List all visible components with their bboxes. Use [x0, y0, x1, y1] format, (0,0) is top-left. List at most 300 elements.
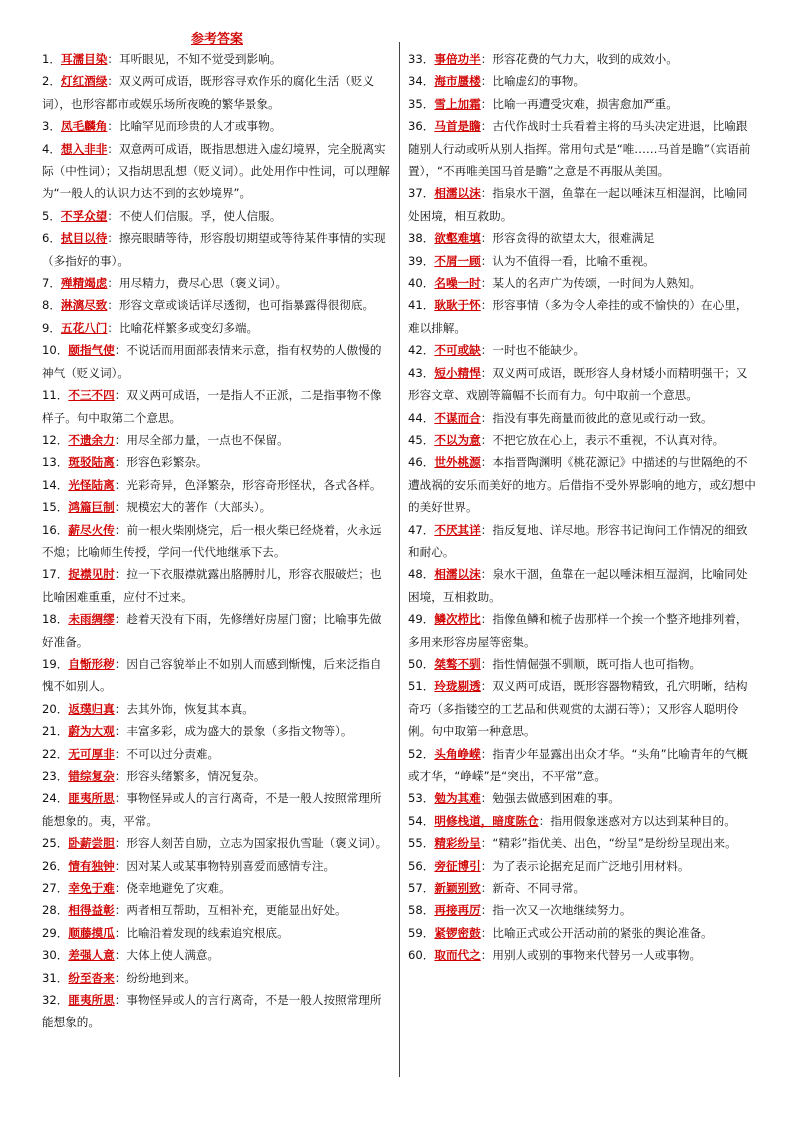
term-colon: ：: [480, 410, 493, 425]
idiom-term: 精彩纷呈: [434, 836, 481, 851]
term-colon: ：: [114, 432, 127, 447]
entry-number: 50．: [408, 656, 435, 671]
entry-number: 3．: [42, 119, 61, 134]
answer-entry: [408, 115, 758, 182]
term-colon: ：: [480, 567, 493, 582]
entry-number: 40．: [408, 276, 435, 291]
idiom-definition: 泉水干涸，鱼靠在一起以唾沫相互湿润，比喻同处困境，互相救助。: [408, 567, 748, 604]
idiom-definition: 比喻一再遭受灾难，损害愈加严重。: [492, 96, 678, 111]
idiom-term: 勉为其难: [434, 791, 481, 806]
term-colon: ：: [480, 298, 493, 313]
idiom-term: 马首是瞻: [434, 119, 481, 134]
idiom-term: 不三不四: [68, 388, 115, 403]
idiom-term: 相濡以沫: [434, 567, 481, 582]
idiom-definition: 事物怪异或人的言行离奇，不是一般人按照常理所能想象的。夷，平常。: [42, 791, 382, 828]
answer-entry: [42, 877, 392, 899]
answers-column-left: [42, 48, 392, 1034]
entry-number: 46．: [408, 455, 435, 470]
idiom-definition: 指一次又一次地继续努力。: [492, 903, 632, 918]
term-colon: ：: [480, 656, 493, 671]
entry-number: 51．: [408, 679, 435, 694]
answer-entry: [408, 362, 758, 407]
answer-entry: [42, 563, 392, 608]
idiom-definition: 因对某人或某事物特别喜爱而感情专注。: [126, 858, 336, 873]
term-colon: ：: [114, 881, 127, 896]
idiom-term: 颐指气使: [68, 343, 115, 358]
answer-entry: [408, 93, 758, 115]
term-colon: ：: [480, 343, 493, 358]
idiom-definition: 比喻花样繁多或变幻多端。: [118, 320, 259, 335]
answer-entry: [42, 765, 392, 787]
idiom-term: 情有独钟: [68, 858, 115, 873]
idiom-term: 斑驳陆离: [68, 455, 115, 470]
answer-entry: [408, 922, 758, 944]
answer-entry: [42, 384, 392, 429]
idiom-definition: 前一根火柴刚烧完，后一根火柴已经烧着，火永远不熄；比喻师生传授，学问一代代地继承下去。: [42, 522, 382, 559]
idiom-definition: 擦亮眼睛等待，形容殷切期望或等待某件事情的实现（多指好的事）。: [42, 231, 386, 268]
term-colon: ：: [107, 74, 119, 89]
idiom-term: 无可厚非: [68, 746, 115, 761]
entry-number: 11．: [42, 388, 69, 403]
idiom-term: 短小精悍: [434, 365, 481, 380]
term-colon: ：: [480, 432, 493, 447]
idiom-term: 蔚为大观: [68, 724, 115, 739]
answer-entry: [408, 451, 758, 518]
term-colon: ：: [480, 276, 493, 291]
idiom-term: 再接再厉: [434, 903, 481, 918]
term-colon: ：: [114, 612, 127, 627]
term-colon: ：: [480, 948, 493, 963]
term-colon: ：: [114, 455, 127, 470]
idiom-definition: 不可以过分责难。: [126, 746, 220, 761]
term-colon: ：: [480, 903, 493, 918]
answer-entry: [42, 832, 392, 854]
idiom-term: 不可或缺: [434, 343, 481, 358]
idiom-definition: 丰富多彩，成为盛大的景象（多指文物等）。: [126, 724, 353, 739]
entry-number: 41．: [408, 298, 435, 313]
answers-column-right: [408, 48, 758, 967]
term-colon: ：: [114, 858, 127, 873]
idiom-definition: 指泉水干涸，鱼靠在一起以唾沫互相湿润，比喻同处困境，相互救助。: [408, 186, 748, 223]
entry-number: 24．: [42, 791, 69, 806]
idiom-definition: 形容色彩繁杂。: [126, 455, 208, 470]
answer-entry: [408, 944, 758, 966]
idiom-definition: 用尽精力，费尽心思（褒义词）。: [118, 276, 288, 291]
idiom-term: 淋漓尽致: [60, 298, 108, 313]
term-colon: ：: [107, 320, 119, 335]
idiom-term: 名噪一时: [434, 276, 481, 291]
answer-entry: [42, 339, 392, 384]
answer-entry: [42, 653, 392, 698]
answer-entry: [42, 922, 392, 944]
entry-number: 25．: [42, 836, 69, 851]
entry-number: 8．: [42, 298, 61, 313]
idiom-term: 匪夷所思: [68, 993, 115, 1008]
term-colon: ：: [114, 970, 127, 985]
entry-number: 48．: [408, 567, 435, 582]
term-colon: ：: [480, 231, 493, 246]
entry-number: 58．: [408, 903, 435, 918]
idiom-term: 耿耿于怀: [434, 298, 481, 313]
term-colon: ：: [114, 903, 127, 918]
idiom-term: 薪尽火传: [68, 522, 115, 537]
idiom-term: 光怪陆离: [68, 477, 115, 492]
term-colon: ：: [114, 746, 127, 761]
term-colon: ：: [480, 74, 493, 89]
entry-number: 17．: [42, 567, 69, 582]
term-colon: ：: [114, 925, 127, 940]
idiom-definition: 形容人刻苦自励，立志为国家报仇雪耻（褒义词）。: [126, 836, 388, 851]
entry-number: 18．: [42, 612, 69, 627]
answer-entry: [42, 227, 392, 272]
answer-entry: [408, 608, 758, 653]
answer-entry: [42, 899, 392, 921]
idiom-definition: 本指晋陶渊明《桃花源记》中描述的与世隔绝的不遭战祸的安乐而美好的地方。后借指不受外界影响的地方，或幻想中的美好世界。: [408, 455, 756, 515]
entry-number: 37．: [408, 186, 435, 201]
answer-entry: [42, 429, 392, 451]
idiom-term: 明修栈道，暗度陈仓: [434, 813, 539, 828]
idiom-definition: 比喻虚幻的事物。: [492, 74, 586, 89]
idiom-definition: 拉一下衣服襟就露出胳膊肘儿，形容衣服破烂；也比喻困难重重，应付不过来。: [42, 567, 382, 604]
idiom-definition: 形容头绪繁多，情况复杂。: [126, 769, 266, 783]
entry-number: 49．: [408, 612, 435, 627]
idiom-definition: 指反复地、详尽地。形容书记询问工作情况的细致和耐心。: [408, 522, 748, 559]
idiom-definition: 形容花费的气力大，收到的成效小。: [492, 52, 678, 66]
answer-entry: [42, 138, 392, 205]
entry-number: 36．: [408, 119, 435, 134]
entry-number: 4．: [42, 141, 61, 156]
entry-number: 54．: [408, 813, 435, 828]
answer-entry: [408, 899, 758, 921]
term-colon: ：: [480, 746, 493, 761]
term-colon: ：: [480, 96, 493, 111]
entry-number: 10．: [42, 343, 69, 358]
idiom-term: 不以为意: [434, 432, 481, 447]
idiom-definition: 新奇、不同寻常。: [492, 881, 586, 896]
entry-number: 43．: [408, 365, 435, 380]
term-colon: ：: [480, 858, 493, 873]
answer-entry: [42, 272, 392, 294]
answer-entry: [42, 70, 392, 115]
answer-entry: [408, 339, 758, 361]
answer-entry: [408, 429, 758, 451]
entry-number: 13．: [42, 455, 69, 470]
term-colon: ：: [480, 52, 493, 66]
entry-number: 42．: [408, 343, 435, 358]
idiom-term: 自惭形秽: [68, 656, 115, 671]
answer-entry: [408, 519, 758, 564]
entry-number: 23．: [42, 769, 69, 783]
answer-entry: [42, 474, 392, 496]
idiom-term: 捉襟见肘: [68, 567, 115, 582]
answer-entry: [408, 832, 758, 854]
idiom-term: 桀骜不驯: [434, 656, 481, 671]
idiom-term: 相濡以沫: [434, 186, 481, 201]
idiom-term: 海市蜃楼: [434, 74, 481, 89]
entry-number: 26．: [42, 858, 69, 873]
idiom-definition: 趁着天没有下雨，先修缮好房屋门窗；比喻事先做好准备。: [42, 612, 382, 649]
idiom-term: 拭目以待: [60, 231, 108, 246]
idiom-term: 不厌其详: [434, 522, 481, 537]
idiom-term: 取而代之: [434, 948, 481, 963]
idiom-term: 事倍功半: [434, 52, 481, 66]
answer-entry: [42, 698, 392, 720]
entry-number: 60．: [408, 948, 435, 963]
term-colon: ：: [114, 477, 127, 492]
idiom-term: 旁征博引: [434, 858, 481, 873]
idiom-definition: 用别人或别的事物来代替另一人或事物。: [492, 948, 702, 963]
entry-number: 47．: [408, 522, 435, 537]
answer-entry: [42, 317, 392, 339]
idiom-term: 顺藤摸瓜: [68, 925, 115, 940]
term-colon: ：: [538, 813, 551, 828]
idiom-definition: 双义两可成语，既形容寻欢作乐的腐化生活（贬义词），也形容都市或娱乐场所夜晚的繁华景象。: [42, 74, 375, 111]
term-colon: ：: [480, 365, 493, 380]
term-colon: ：: [114, 522, 127, 537]
term-colon: ：: [107, 298, 119, 313]
answer-entry: [42, 451, 392, 473]
idiom-definition: 因自己容貌举止不如别人而感到惭愧，后来泛指自愧不如别人。: [42, 656, 382, 694]
idiom-term: 不孚众望: [60, 208, 108, 223]
entry-number: 5．: [42, 208, 61, 223]
answer-entry: [408, 182, 758, 227]
answer-entry: [42, 720, 392, 742]
idiom-definition: 形容事情（多为令人牵挂的或不愉快的）在心里，难以排解。: [408, 298, 748, 335]
term-colon: ：: [480, 186, 493, 201]
idiom-term: 欲壑难填: [434, 231, 481, 246]
term-colon: ：: [114, 388, 127, 403]
answer-entry: [42, 608, 392, 653]
idiom-definition: 去其外饰，恢复其本真。: [126, 701, 254, 716]
idiom-definition: 某人的名声广为传颂，一时间为人熟知。: [492, 276, 702, 291]
idiom-term: 匪夷所思: [68, 791, 115, 806]
term-colon: ：: [114, 343, 127, 358]
entry-number: 29．: [42, 925, 69, 940]
answer-entry: [42, 989, 392, 1034]
term-colon: ：: [480, 119, 493, 134]
term-colon: ：: [114, 948, 127, 963]
entry-number: 59．: [408, 925, 435, 940]
term-colon: ：: [480, 253, 493, 268]
idiom-definition: 双义两可成语，既形容器物精致，孔穴明晰，结构奇巧（多指镂空的工艺品和供观赏的太湖石等）；又形容人聪明伶俐。句中取第一种意思。: [408, 679, 748, 739]
entry-number: 1．: [42, 52, 61, 66]
idiom-term: 卧薪尝胆: [68, 836, 115, 851]
idiom-term: 殚精竭虑: [60, 276, 108, 291]
answer-entry: [408, 877, 758, 899]
entry-number: 44．: [408, 410, 435, 425]
entry-number: 55．: [408, 836, 435, 851]
entry-number: 33．: [408, 52, 435, 66]
term-colon: ：: [114, 769, 127, 783]
idiom-definition: 事物怪异或人的言行离奇，不是一般人按照常理所能想象的。: [42, 993, 382, 1030]
idiom-definition: 耳听眼见，不知不觉受到影响。: [118, 52, 282, 66]
entry-number: 19．: [42, 656, 69, 671]
answer-entry: [42, 967, 392, 989]
entry-number: 6．: [42, 231, 61, 246]
answer-entry: [408, 787, 758, 809]
entry-number: 7．: [42, 276, 61, 291]
term-colon: ：: [114, 993, 127, 1008]
idiom-term: 返璞归真: [68, 701, 115, 716]
answer-entry: [408, 563, 758, 608]
idiom-term: 鸿篇巨制: [68, 500, 115, 515]
idiom-term: 玲珑剔透: [434, 679, 481, 694]
answer-entry: [408, 48, 758, 70]
entry-number: 14．: [42, 477, 69, 492]
idiom-term: 鳞次栉比: [434, 612, 481, 627]
idiom-definition: 双义两可成语，既形容人身材矮小而精明强干；又形容文章、戏剧等篇幅不长而有力。句中取前一个意思。: [408, 365, 748, 403]
idiom-term: 差强人意: [68, 948, 115, 963]
entry-number: 9．: [42, 320, 61, 335]
term-colon: ：: [480, 679, 493, 694]
idiom-definition: 古代作战时士兵看着主将的马头决定进退，比喻跟随别人行动或听从别人指挥。常用句式是“唯……马首是瞻”（宾语前置），“不再唯美国马首是瞻”之意是不再服从美国。: [408, 119, 751, 179]
idiom-definition: 为了表示论据充足而广泛地引用材料。: [492, 858, 690, 873]
term-colon: ：: [107, 231, 119, 246]
entry-number: 56．: [408, 858, 435, 873]
idiom-term: 未雨绸缪: [68, 612, 115, 627]
idiom-definition: 比喻正式或公开活动前的紧张的舆论准备。: [492, 925, 713, 940]
answer-entry: [42, 787, 392, 832]
answer-entry: [42, 743, 392, 765]
idiom-definition: 双义两可成语，一是指人不正派，二是指事物不像样子。句中取第二个意思。: [42, 388, 382, 425]
term-colon: ：: [480, 836, 493, 851]
entry-number: 12．: [42, 432, 69, 447]
idiom-definition: 不说话而用面部表情来示意，指有权势的人傲慢的神气（贬义词）。: [42, 343, 382, 380]
idiom-term: 灯红酒绿: [60, 74, 108, 89]
entry-number: 27．: [42, 881, 69, 896]
answer-entry: [42, 496, 392, 518]
answer-entry: [408, 250, 758, 272]
idiom-term: 五花八门: [60, 320, 108, 335]
term-colon: ：: [114, 836, 127, 851]
term-colon: ：: [107, 208, 119, 223]
term-colon: ：: [480, 612, 493, 627]
column-divider: [399, 42, 400, 1077]
idiom-term: 不谋而合: [434, 410, 481, 425]
idiom-definition: 侥幸地避免了灾难。: [126, 881, 231, 896]
answer-entry: [408, 675, 758, 742]
idiom-term: 不屑一顾: [434, 253, 481, 268]
answer-entry: [42, 115, 392, 137]
idiom-definition: 光彩奇异，色泽繁杂，形容奇形怪状，各式各样。: [126, 477, 382, 492]
idiom-definition: 不把它放在心上，表示不重视，不认真对待。: [492, 432, 725, 447]
term-colon: ：: [114, 724, 127, 739]
idiom-term: 新颖别致: [434, 881, 481, 896]
idiom-term: 耳濡目染: [60, 52, 108, 66]
answer-entry: [42, 855, 392, 877]
idiom-definition: 大体上使人满意。: [126, 948, 220, 963]
entry-number: 16．: [42, 522, 69, 537]
idiom-definition: 形容贪得的欲望太大，很难满足: [492, 231, 655, 246]
entry-number: 30．: [42, 948, 69, 963]
term-colon: ：: [107, 52, 119, 66]
entry-number: 15．: [42, 500, 69, 515]
idiom-term: 头角峥嵘: [434, 746, 481, 761]
idiom-term: 凤毛麟角: [60, 119, 108, 134]
entry-number: 34．: [408, 74, 435, 89]
idiom-definition: 纷纷地到来。: [126, 970, 196, 985]
term-colon: ：: [107, 276, 119, 291]
idiom-term: 错综复杂: [68, 769, 115, 783]
answer-entry: [42, 205, 392, 227]
entry-number: 32．: [42, 993, 69, 1008]
term-colon: ：: [107, 141, 119, 156]
term-colon: ：: [114, 656, 127, 671]
idiom-term: 世外桃源: [434, 455, 481, 470]
term-colon: ：: [114, 701, 127, 716]
term-colon: ：: [480, 881, 493, 896]
idiom-definition: 用尽全部力量，一点也不保留。: [126, 432, 289, 447]
idiom-definition: 勉强去做感到困难的事。: [492, 791, 620, 806]
entry-number: 31．: [42, 970, 69, 985]
idiom-definition: “精彩”指优美、出色，“纷呈”是纷纷呈现出来。: [492, 836, 737, 851]
entry-number: 39．: [408, 253, 435, 268]
idiom-definition: 指性情倔强不驯顺，既可指人也可指物。: [492, 656, 702, 671]
entry-number: 57．: [408, 881, 435, 896]
entry-number: 22．: [42, 746, 69, 761]
idiom-term: 幸免于难: [68, 881, 115, 896]
entry-number: 21．: [42, 724, 69, 739]
answer-entry: [42, 48, 392, 70]
term-colon: ：: [114, 500, 127, 515]
page-title: 参考答案: [190, 32, 243, 47]
idiom-definition: 不使人们信服。孚，使人信服。: [118, 208, 282, 223]
answer-entry: [42, 944, 392, 966]
idiom-definition: 认为不值得一看，比喻不重视。: [492, 253, 655, 268]
idiom-definition: 规模宏大的著作（大部头）。: [126, 500, 272, 515]
entry-number: 35．: [408, 96, 435, 111]
idiom-definition: 两者相互帮助，互相补充，更能显出好处。: [126, 903, 347, 918]
entry-number: 28．: [42, 903, 69, 918]
answer-entry: [408, 227, 758, 249]
term-colon: ：: [114, 791, 127, 806]
entry-number: 52．: [408, 746, 435, 761]
entry-number: 45．: [408, 432, 435, 447]
term-colon: ：: [480, 791, 493, 806]
term-colon: ：: [480, 522, 493, 537]
answer-entry: [42, 519, 392, 564]
answer-entry: [408, 70, 758, 92]
idiom-definition: 双意两可成语，既指思想进入虚幻境界，完全脱离实际（中性词）；又指胡思乱想（贬义词）。此处用作中性词，可以理解为“一般人的认识力达不到的玄妙境界”。: [42, 141, 390, 201]
idiom-definition: 指青少年显露出出众才华。“头角”比喻青年的气概或才华，“峥嵘”是“突出，不平常”意。: [408, 746, 748, 783]
answer-entry: [408, 407, 758, 429]
idiom-definition: 指没有事先商量而彼此的意见或行动一致。: [492, 410, 713, 425]
term-colon: ：: [114, 567, 127, 582]
idiom-definition: 一时也不能缺少。: [492, 343, 586, 358]
idiom-definition: 比喻沿着发现的线索追究根底。: [126, 925, 289, 940]
answer-entry: [408, 272, 758, 294]
entry-number: 2．: [42, 74, 61, 89]
answer-entry: [42, 294, 392, 316]
idiom-term: 相得益彰: [68, 903, 115, 918]
idiom-term: 紧锣密鼓: [434, 925, 481, 940]
entry-number: 20．: [42, 701, 69, 716]
answer-entry: [408, 743, 758, 788]
entry-number: 38．: [408, 231, 435, 246]
term-colon: ：: [480, 455, 493, 470]
term-colon: ：: [480, 925, 493, 940]
idiom-definition: 指像鱼鳞和梳子齿那样一个挨一个整齐地排列着，多用来形容房屋等密集。: [408, 612, 748, 649]
answer-entry: [408, 810, 758, 832]
answer-entry: [408, 855, 758, 877]
idiom-term: 想入非非: [60, 141, 108, 156]
answer-entry: [408, 653, 758, 675]
idiom-term: 纷至沓来: [68, 970, 115, 985]
entry-number: 53．: [408, 791, 435, 806]
idiom-term: 不遗余力: [68, 432, 115, 447]
idiom-definition: 指用假象迷惑对方以达到某种目的。: [550, 813, 736, 828]
idiom-definition: 比喻罕见而珍贵的人才或事物。: [118, 119, 282, 134]
